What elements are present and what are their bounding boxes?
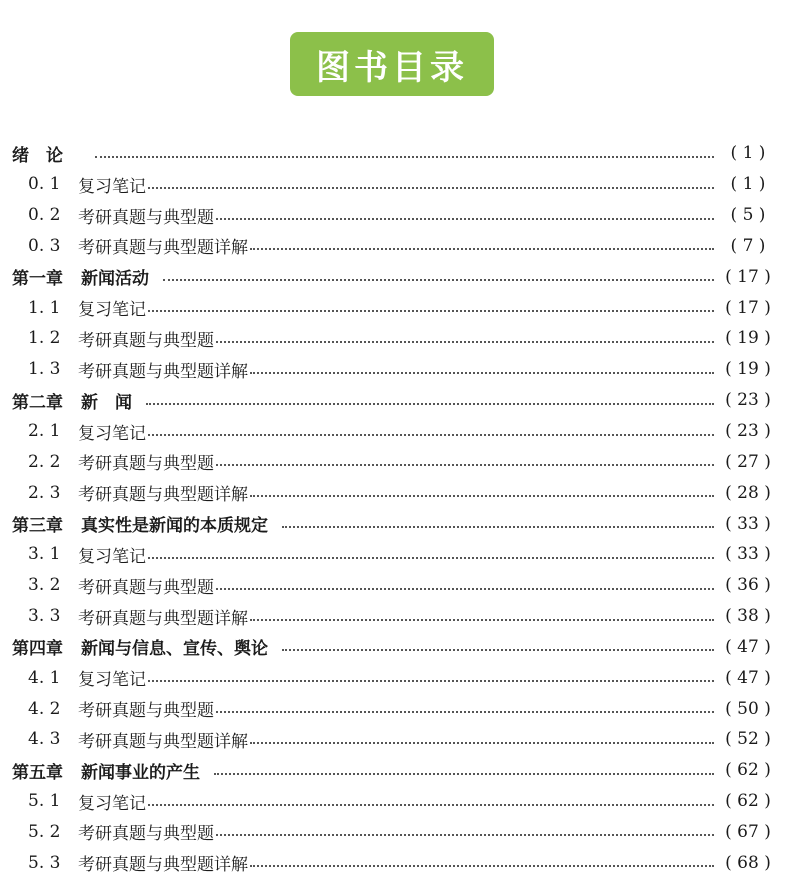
toc-section-row[interactable]	[0, 693, 790, 724]
toc-entry-label	[0, 850, 248, 875]
toc-chapter-title: 新闻事业的产生	[81, 762, 200, 783]
toc-section-title: 考研真题与典型题	[78, 454, 214, 475]
toc-page-number: ( 27 )	[725, 451, 771, 472]
toc-section-title: 复习笔记	[78, 300, 146, 321]
toc-leader-dots	[250, 494, 714, 497]
toc-entry-label	[0, 388, 132, 413]
toc-leader-dots	[216, 340, 714, 343]
toc-leader-dots	[250, 247, 714, 250]
toc-section-title: 复习笔记	[78, 176, 146, 197]
toc-section-row[interactable]	[0, 292, 790, 323]
toc-chapter-title: 新闻与信息、宣传、舆论	[81, 639, 268, 660]
toc-section-row[interactable]	[0, 416, 790, 447]
toc-section-title: 考研真题与典型题	[78, 701, 214, 722]
toc-section-row[interactable]	[0, 446, 790, 477]
toc-leader-dots	[216, 833, 714, 836]
toc-page-number: ( 68 )	[725, 852, 771, 873]
toc-leader-dots	[282, 525, 714, 528]
toc-page-number: ( 47 )	[725, 636, 771, 657]
toc-page-number: ( 19 )	[725, 328, 771, 349]
toc-page-number: ( 62 )	[725, 760, 771, 781]
toc-entry-label	[0, 789, 146, 814]
toc-section-title: 考研真题与典型题详解	[78, 361, 248, 382]
toc-entry-label	[0, 357, 248, 382]
toc-leader-dots	[146, 402, 714, 405]
toc-leader-dots	[148, 186, 714, 189]
toc-section-row[interactable]	[0, 786, 790, 817]
toc-chapter-number: 第三章	[12, 516, 63, 537]
toc-page-number: ( 28 )	[725, 482, 771, 503]
toc-entry-label	[0, 326, 214, 351]
toc-entry-label	[0, 758, 200, 783]
toc-leader-dots	[148, 433, 714, 436]
toc-entry-label	[0, 203, 214, 228]
toc-section-title: 考研真题与典型题详解	[78, 238, 248, 259]
toc-chapter-title: 新 闻	[81, 392, 132, 413]
toc-leader-dots	[250, 618, 714, 621]
toc-section-title: 考研真题与典型题详解	[78, 485, 248, 506]
toc-page-number: ( 7 )	[730, 235, 766, 256]
toc-section-number: 4. 2	[28, 698, 61, 719]
toc-section-title: 复习笔记	[78, 793, 146, 814]
toc-section-row[interactable]	[0, 231, 790, 262]
toc-section-row[interactable]	[0, 354, 790, 385]
toc-entry-label	[0, 264, 149, 289]
toc-section-number: 0. 1	[28, 174, 61, 195]
toc-section-number: 4. 3	[28, 729, 61, 750]
toc-leader-dots	[250, 371, 714, 374]
toc-page-number: ( 47 )	[725, 667, 771, 688]
toc-entry-label	[0, 141, 81, 166]
toc-chapter-row[interactable]	[0, 385, 790, 416]
toc-entry-label	[0, 727, 248, 752]
toc-section-number: 3. 2	[28, 575, 61, 596]
toc-page-number: ( 1 )	[730, 174, 766, 195]
toc-section-number: 2. 3	[28, 482, 61, 503]
toc-section-row[interactable]	[0, 539, 790, 570]
toc-chapter-row[interactable]	[0, 508, 790, 539]
toc-page-number: ( 17 )	[725, 297, 771, 318]
toc-page-number: ( 67 )	[725, 821, 771, 842]
toc-chapter-row[interactable]	[0, 261, 790, 292]
toc-entry-label	[0, 295, 146, 320]
toc-section-number: 5. 1	[28, 791, 61, 812]
toc-section-row[interactable]	[0, 323, 790, 354]
toc-chapter-title: 新闻活动	[81, 269, 149, 290]
toc-leader-dots	[216, 587, 714, 590]
toc-leader-dots	[250, 741, 714, 744]
page-title: 图书目录	[316, 47, 468, 88]
toc-section-title: 复习笔记	[78, 546, 146, 567]
toc-leader-dots	[216, 217, 714, 220]
toc-page-number: ( 62 )	[725, 791, 771, 812]
toc-section-title: 考研真题与典型题详解	[78, 731, 248, 752]
toc-chapter-row[interactable]	[0, 632, 790, 663]
toc-section-title: 考研真题与典型题	[78, 207, 214, 228]
toc-leader-dots	[148, 679, 714, 682]
toc-chapter-row[interactable]	[0, 138, 790, 169]
toc-entry-label	[0, 172, 146, 197]
toc-entry-label	[0, 449, 214, 474]
toc-section-row[interactable]	[0, 200, 790, 231]
toc-section-title: 考研真题与典型题详解	[78, 855, 248, 876]
toc-page-number: ( 5 )	[730, 205, 766, 226]
toc-section-row[interactable]	[0, 169, 790, 200]
toc-section-row[interactable]	[0, 817, 790, 848]
toc-section-number: 3. 3	[28, 606, 61, 627]
toc-section-number: 0. 3	[28, 235, 61, 256]
toc-section-row[interactable]	[0, 662, 790, 693]
toc-section-row[interactable]	[0, 601, 790, 632]
toc-entry-label	[0, 604, 248, 629]
toc-chapter-row[interactable]	[0, 755, 790, 786]
toc-chapter-number: 第五章	[12, 762, 63, 783]
toc-entry-label	[0, 665, 146, 690]
toc-page-number: ( 1 )	[730, 143, 766, 164]
toc-page-number: ( 23 )	[725, 421, 771, 442]
table-of-contents	[0, 138, 790, 878]
toc-section-title: 考研真题与典型题	[78, 577, 214, 598]
toc-section-number: 4. 1	[28, 667, 61, 688]
toc-chapter-number: 第四章	[12, 639, 63, 660]
toc-chapter-number: 第二章	[12, 392, 63, 413]
toc-leader-dots	[250, 864, 714, 867]
toc-section-title: 考研真题与典型题详解	[78, 608, 248, 629]
toc-leader-dots	[148, 556, 714, 559]
toc-entry-label	[0, 480, 248, 505]
toc-section-title: 考研真题与典型题	[78, 330, 214, 351]
toc-leader-dots	[282, 648, 714, 651]
toc-page-number: ( 23 )	[725, 390, 771, 411]
toc-page-number: ( 33 )	[725, 513, 771, 534]
toc-section-number: 3. 1	[28, 544, 61, 565]
toc-chapter-number: 绪 论	[12, 145, 63, 166]
toc-page-number: ( 52 )	[725, 729, 771, 750]
toc-chapter-title: 真实性是新闻的本质规定	[81, 516, 268, 537]
toc-page-number: ( 50 )	[725, 698, 771, 719]
toc-section-row[interactable]	[0, 570, 790, 601]
toc-section-title: 考研真题与典型题	[78, 824, 214, 845]
toc-leader-dots	[214, 772, 714, 775]
toc-section-number: 2. 2	[28, 451, 61, 472]
toc-entry-label	[0, 542, 146, 567]
toc-entry-label	[0, 573, 214, 598]
toc-entry-label	[0, 233, 248, 258]
toc-section-number: 5. 3	[28, 852, 61, 873]
toc-entry-label	[0, 819, 214, 844]
toc-leader-dots	[216, 710, 714, 713]
toc-header-badge	[290, 32, 494, 96]
toc-section-number: 0. 2	[28, 205, 61, 226]
toc-section-number: 1. 2	[28, 328, 61, 349]
toc-leader-dots	[95, 155, 714, 158]
toc-leader-dots	[216, 463, 714, 466]
toc-section-number: 5. 2	[28, 821, 61, 842]
toc-page-number: ( 17 )	[725, 266, 771, 287]
toc-leader-dots	[148, 309, 714, 312]
toc-entry-label	[0, 511, 268, 536]
toc-leader-dots	[163, 278, 714, 281]
toc-section-row[interactable]	[0, 847, 790, 878]
toc-entry-label	[0, 634, 268, 659]
toc-page-number: ( 38 )	[725, 606, 771, 627]
toc-section-row[interactable]	[0, 477, 790, 508]
toc-section-number: 1. 1	[28, 297, 61, 318]
toc-entry-label	[0, 419, 146, 444]
toc-section-number: 1. 3	[28, 359, 61, 380]
toc-page-number: ( 33 )	[725, 544, 771, 565]
toc-chapter-number: 第一章	[12, 269, 63, 290]
toc-section-row[interactable]	[0, 724, 790, 755]
toc-section-title: 复习笔记	[78, 423, 146, 444]
toc-entry-label	[0, 696, 214, 721]
toc-page-number: ( 36 )	[725, 575, 771, 596]
toc-section-title: 复习笔记	[78, 670, 146, 691]
toc-page-number: ( 19 )	[725, 359, 771, 380]
toc-leader-dots	[148, 803, 714, 806]
toc-section-number: 2. 1	[28, 421, 61, 442]
